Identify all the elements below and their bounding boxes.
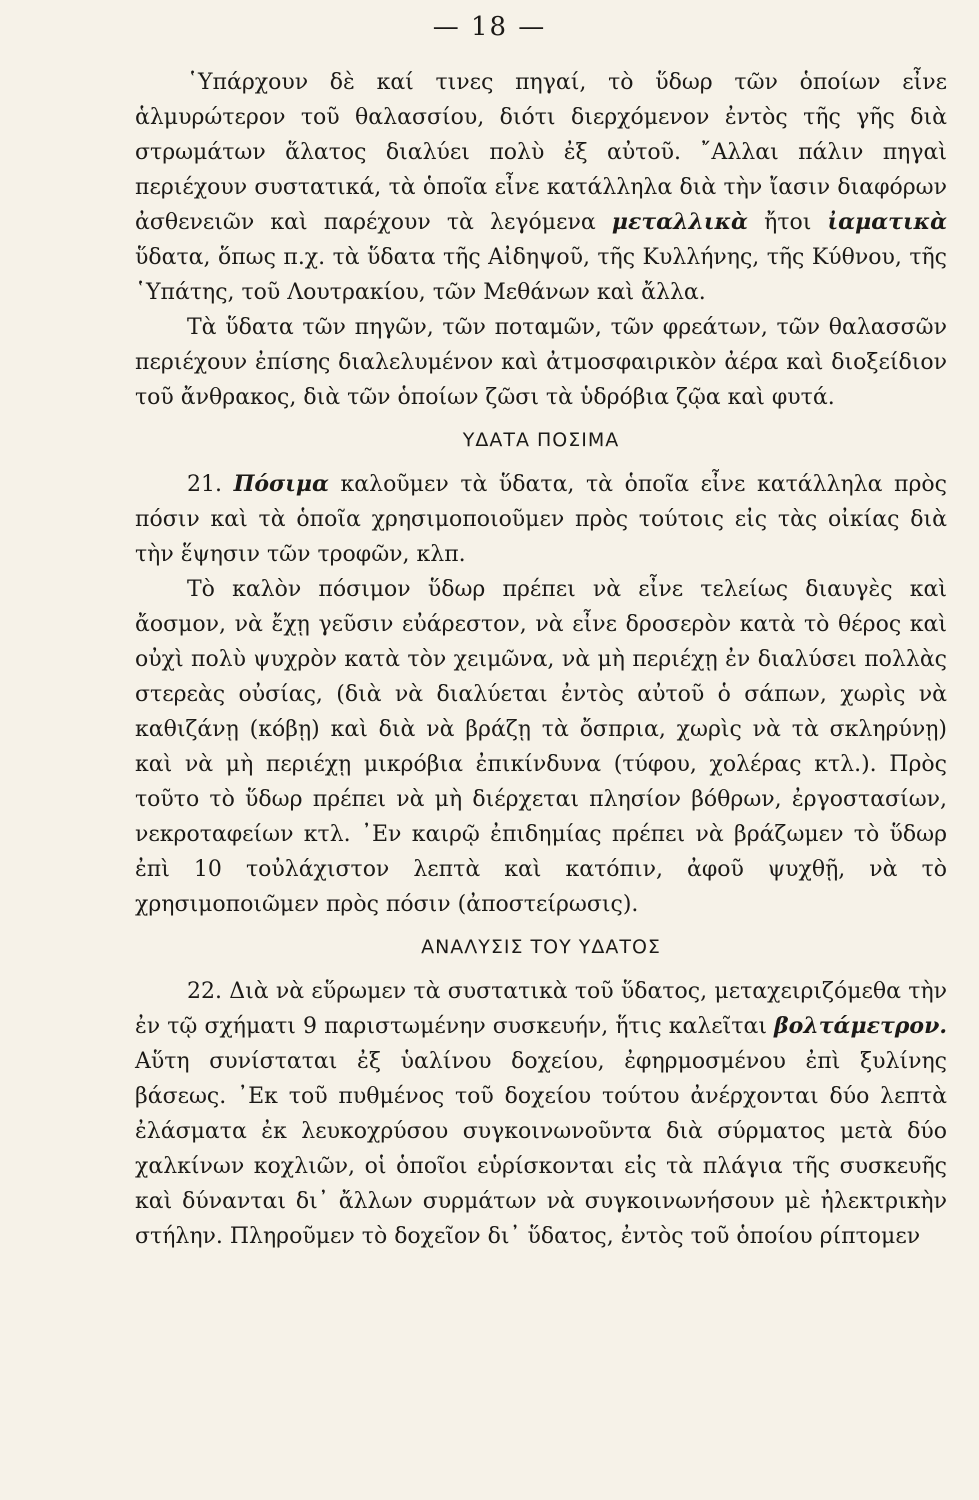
section-number: 21. — [187, 472, 222, 497]
paragraph-dissolved-air: Τὰ ὕδατα τῶν πηγῶν, τῶν ποταμῶν, τῶν φρεάτων, τῶν θαλασσῶν περιέχουν ἐπίσης διαλελυμένον καὶ ἀτμοσφαιρικὸν ἀέρα καὶ διοξείδιον τοῦ ἄνθρακος, διὰ τῶν ὁποίων ζῶσι τὰ ὑδρόβια ζῷα καὶ φυτά. — [135, 315, 947, 410]
emphasis-voltameter: βολτάμετρον. — [774, 1013, 947, 1039]
emphasis-iamatika: ἰαματικὰ — [827, 209, 948, 235]
paragraph-section-21: 21. Πόσιμα καλοῦμεν τὰ ὕδατα, τὰ ὁποῖα εἶνε κατάλληλα πρὸς πόσιν καὶ τὰ ὁποῖα χρησιμοποιοῦμεν πρὸς τούτοις εἰς τὰς οἰκίας διὰ τὴν ἕψησιν τῶν τροφῶν, κλπ. — [135, 471, 947, 567]
section-number: 22. — [187, 979, 222, 1004]
paragraph-good-water: Τὸ καλὸν πόσιμον ὕδωρ πρέπει νὰ εἶνε τελείως διαυγὲς καὶ ἄοσμον, νὰ ἔχῃ γεῦσιν εὐάρεστον, νὰ εἶνε δροσερὸν κατὰ τὸ θέρος καὶ οὐχὶ πολὺ ψυχρὸν κατὰ τὸν χειμῶνα, νὰ μὴ περιέχῃ ἐν διαλύσει πολλὰς στερεὰς οὐσίας, (διὰ νὰ διαλύεται ἐντὸς αὐτοῦ ὁ σάπων, χωρὶς νὰ καθιζάνῃ (κόβῃ) καὶ διὰ νὰ βράζῃ τὰ ὄσπρια, χωρὶς νὰ τὰ σκληρύνῃ) καὶ νὰ μὴ περιέχῃ μικρόβια ἐπικίνδυνα (τύφου, χολέρας κτλ.). Πρὸς τοῦτο τὸ ὕδωρ πρέπει νὰ μὴ διέρχεται πλησίον βόθρων, ἐργοστασίων, νεκροταφείων κτλ. ᾿Εν καιρῷ ἐπιδημίας πρέπει νὰ βράζωμεν τὸ ὕδωρ ἐπὶ 10 τοὐλάχιστον λεπτὰ καὶ κατόπιν, ἀφοῦ ψυχθῇ, νὰ τὸ χρησιμοποιῶμεν πρὸς πόσιν (ἀποστείρωσις). — [135, 577, 947, 917]
paragraph-section-22: 22. Διὰ νὰ εὕρωμεν τὰ συστατικὰ τοῦ ὕδατος, μεταχειριζόμεθα τὴν ἐν τῷ σχήματι 9 παριστωμένην συσκευήν, ἥτις καλεῖται βολτάμετρον. Αὕτη συνίσταται ἐξ ὑαλίνου δοχείου, ἐφηρμοσμένου ἐπὶ ξυλίνης βάσεως. ᾿Εκ τοῦ πυθμένος τοῦ δοχείου τούτου ἀνέρχονται δύο λεπτὰ ἐλάσματα ἐκ λευκοχρύσου συγκοινωνοῦντα διὰ σύρματος μετὰ δύο χαλκίνων κοχλιῶν, οἱ ὁποῖοι εὑρίσκονται εἰς τὰ πλάγια τῆς συσκευῆς καὶ δύνανται δι᾿ ἄλλων συρμάτων νὰ συγκοινωνήσουν μὲ ἠλεκτρικὴν στήλην. Πληροῦμεν τὸ δοχεῖον δι᾿ ὕδατος, ἐντὸς τοῦ ὁποίου ρίπτομεν — [135, 979, 947, 1249]
emphasis-posima: Πόσιμα — [233, 471, 329, 497]
page-number: — 18 — — [432, 12, 547, 42]
section-heading-water-analysis: ΑΝΑΛΥΣΙΣ ΤΟΥ ΥΔΑΤΟΣ — [421, 936, 661, 958]
page-content — [135, 65, 947, 1254]
paragraph-mineral-waters: ῾Υπάρχουν δὲ καί τινες πηγαί, τὸ ὕδωρ τῶν ὁποίων εἶνε ἁλμυρώτερον τοῦ θαλασσίου, διότι διερχόμενον ἐντὸς τῆς γῆς διὰ στρωμάτων ἅλατος διαλύει πολὺ ἐξ αὐτοῦ. ῎Αλλαι πάλιν πηγαὶ περιέχουν συστατικά, τὰ ὁποῖα εἶνε κατάλληλα διὰ τὴν ἴασιν διαφόρων ἀσθενειῶν καὶ παρέχουν τὰ λεγόμενα μεταλλικὰ ἤτοι ἰαματικὰ ὕδατα, ὅπως π.χ. τὰ ὕδατα τῆς Αἰδηψοῦ, τῆς Κυλλήνης, τῆς Κύθνου, τῆς ῾Υπάτης, τοῦ Λουτρακίου, τῶν Μεθάνων καὶ ἄλλα. — [135, 70, 948, 305]
section-heading-potable-waters: ΥΔΑΤΑ ΠΟΣΙΜΑ — [462, 429, 620, 451]
emphasis-metallika: μεταλλικὰ — [611, 209, 748, 235]
